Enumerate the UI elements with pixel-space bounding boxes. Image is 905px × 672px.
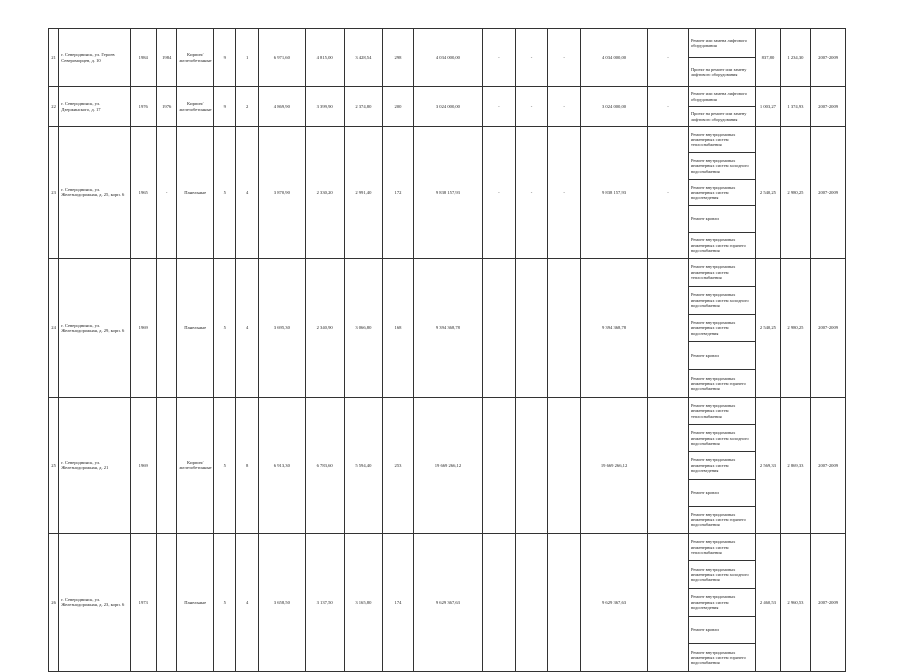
row-number: 23 <box>49 127 59 259</box>
row-number: 25 <box>49 397 59 533</box>
period-cell: 2007-2009 <box>811 397 846 533</box>
period-cell: 2007-2009 <box>811 29 846 87</box>
budget-local: - <box>548 29 581 87</box>
address-cell: г. Северодвинск, ул. Дзержинского, д. 17 <box>59 87 130 127</box>
row-number: 26 <box>49 533 59 671</box>
living-area-private: 2 374,80 <box>344 87 383 127</box>
overhaul-program-table <box>48 28 846 672</box>
residents-count: 253 <box>383 397 414 533</box>
owners-funds: 3 024 000,00 <box>580 87 647 127</box>
wall-material: Кирпич/ железобетонные <box>177 29 214 87</box>
floors-count: 5 <box>214 127 236 259</box>
period-cell: 2007-2009 <box>811 533 846 671</box>
entrances-count: 1 <box>236 29 258 87</box>
entrances-count: 4 <box>236 127 258 259</box>
living-area: 6 783,60 <box>305 397 344 533</box>
entrances-count: 4 <box>236 533 258 671</box>
row-number: 24 <box>49 258 59 397</box>
other-sources <box>648 397 689 533</box>
max-unit-cost: 2 980,25 <box>780 127 811 259</box>
unit-cost: 2 540,25 <box>756 258 780 397</box>
owners-funds: 9 629 367,63 <box>580 533 647 671</box>
year-overhaul <box>157 397 177 533</box>
wall-material: Кирпич/ железобетонные <box>177 87 214 127</box>
work-item: Ремонт внутридомовых инженерных систем теплоснабжения <box>689 127 755 153</box>
total-area: 3 658,50 <box>258 533 305 671</box>
works-list <box>688 258 755 397</box>
table-row <box>49 127 846 259</box>
residents-count: 174 <box>383 533 414 671</box>
work-item: Ремонт внутридомовых инженерных систем водоотведения <box>689 589 755 617</box>
year-built: 1984 <box>130 29 156 87</box>
work-item: Ремонт внутридомовых инженерных систем водоотведения <box>689 180 755 206</box>
living-area: 4 815,00 <box>305 29 344 87</box>
budget-subject <box>515 397 548 533</box>
budget-local <box>548 533 581 671</box>
budget-local: - <box>548 127 581 259</box>
fund-share: - <box>483 127 516 259</box>
max-unit-cost: 2 869,33 <box>780 397 811 533</box>
max-unit-cost: 2 980,25 <box>780 258 811 397</box>
works-list <box>688 533 755 671</box>
cost-total: 9 629 367,63 <box>413 533 482 671</box>
row-number: 21 <box>49 29 59 87</box>
year-overhaul: 1984 <box>157 29 177 87</box>
residents-count: 200 <box>383 87 414 127</box>
work-item: Ремонт внутридомовых инженерных систем холодного водоснабжения <box>689 425 755 452</box>
owners-funds: 19 669 266,12 <box>580 397 647 533</box>
work-item: Ремонт внутридомовых инженерных систем теплоснабжения <box>689 398 755 425</box>
period-cell: 2007-2009 <box>811 87 846 127</box>
works-list <box>688 87 755 127</box>
work-item: Ремонт внутридомовых инженерных систем холодного водоснабжения <box>689 561 755 589</box>
living-area-private: 3 428,54 <box>344 29 383 87</box>
max-unit-cost: 1 234,30 <box>780 29 811 87</box>
owners-funds: 4 034 000,00 <box>580 29 647 87</box>
work-item: Проект на ремонт или замену лифтового оборудования <box>690 111 747 122</box>
work-item: Ремонт или замена лифтового оборудования <box>689 29 755 58</box>
unit-cost: 2 569,33 <box>756 397 780 533</box>
fund-share: - <box>483 29 516 87</box>
works-list <box>688 29 755 87</box>
budget-subject: - <box>515 29 548 87</box>
year-built: 1973 <box>130 533 156 671</box>
entrances-count: 8 <box>236 397 258 533</box>
year-overhaul: 1976 <box>157 87 177 127</box>
total-area: 6 971,60 <box>258 29 305 87</box>
budget-subject <box>515 533 548 671</box>
cost-total: 9 394 368,78 <box>413 258 482 397</box>
fund-share <box>483 258 516 397</box>
work-item: Ремонт внутридомовых инженерных систем горячего водоснабжения <box>690 375 746 392</box>
work-item: Ремонт кровли <box>689 480 755 507</box>
work-item: Ремонт кровли <box>689 206 755 232</box>
other-sources <box>648 533 689 671</box>
living-area: 2 340,90 <box>305 258 344 397</box>
other-sources <box>648 258 689 397</box>
table-row <box>49 533 846 671</box>
wall-material: Панельные <box>177 533 214 671</box>
period-cell: 2007-2009 <box>811 127 846 259</box>
work-item: Ремонт внутридомовых инженерных систем горячего водоснабжения <box>690 511 746 528</box>
floors-count: 5 <box>214 533 236 671</box>
residents-count: 168 <box>383 258 414 397</box>
unit-cost: 2 460,53 <box>756 533 780 671</box>
wall-material: Панельные <box>177 127 214 259</box>
cost-total: 4 034 000,00 <box>413 29 482 87</box>
other-sources: - <box>648 127 689 259</box>
work-item: Ремонт внутридомовых инженерных систем горячего водоснабжения <box>690 649 746 666</box>
budget-local <box>548 397 581 533</box>
work-item: Ремонт внутридомовых инженерных систем теплоснабжения <box>689 259 755 287</box>
table-row <box>49 258 846 397</box>
max-unit-cost: 2 960,53 <box>780 533 811 671</box>
floors-count: 5 <box>214 397 236 533</box>
fund-share <box>483 533 516 671</box>
fund-share: - <box>483 87 516 127</box>
other-sources: - <box>648 29 689 87</box>
unit-cost: 1 003,27 <box>756 87 780 127</box>
cost-total: 19 669 266,12 <box>413 397 482 533</box>
entrances-count: 2 <box>236 87 258 127</box>
works-list <box>688 127 755 259</box>
other-sources: - <box>648 87 689 127</box>
row-number: 22 <box>49 87 59 127</box>
floors-count: 9 <box>214 87 236 127</box>
budget-subject: - <box>515 127 548 259</box>
living-area: 3 137,50 <box>305 533 344 671</box>
works-list <box>688 397 755 533</box>
entrances-count: 4 <box>236 258 258 397</box>
living-area: 2 330,20 <box>305 127 344 259</box>
residents-count: 298 <box>383 29 414 87</box>
floors-count: 5 <box>214 258 236 397</box>
owners-funds: 9 838 157,93 <box>580 127 647 259</box>
wall-material: Кирпич/ железобетонные <box>177 397 214 533</box>
table-row <box>49 29 846 87</box>
work-item: Ремонт внутридомовых инженерных систем теплоснабжения <box>689 534 755 562</box>
budget-subject <box>515 258 548 397</box>
unit-cost: 837,80 <box>756 29 780 87</box>
living-area: 3 399,90 <box>305 87 344 127</box>
living-area-private: 2 991,40 <box>344 127 383 259</box>
year-overhaul <box>157 533 177 671</box>
address-cell: г. Северодвинск, ул. Железнодорожная, д. 25, корп. 6 <box>59 127 130 259</box>
work-item: Ремонт кровли <box>689 342 755 370</box>
table-row <box>49 87 846 127</box>
living-area-private: 3 066,80 <box>344 258 383 397</box>
table-row <box>49 397 846 533</box>
fund-share <box>483 397 516 533</box>
cost-total: 3 024 000,00 <box>413 87 482 127</box>
work-item: Проект на ремонт или замену лифтового оборудования <box>690 66 747 77</box>
year-built: 1976 <box>130 87 156 127</box>
work-item: Ремонт внутридомовых инженерных систем горячего водоснабжения <box>690 237 746 253</box>
floors-count: 9 <box>214 29 236 87</box>
max-unit-cost: 1 374,93 <box>780 87 811 127</box>
wall-material: Панельные <box>177 258 214 397</box>
total-area: 4 869,90 <box>258 87 305 127</box>
budget-local: - <box>548 87 581 127</box>
year-overhaul: - <box>157 127 177 259</box>
total-area: 3 870,90 <box>258 127 305 259</box>
unit-cost: 2 540,25 <box>756 127 780 259</box>
year-built: 1969 <box>130 397 156 533</box>
work-item: Ремонт или замена лифтового оборудования <box>689 87 755 107</box>
address-cell: г. Северодвинск, ул. Железнодорожная, д. 29, корп. 6 <box>59 258 130 397</box>
year-built: 1965 <box>130 127 156 259</box>
address-cell: г. Северодвинск, ул. Железнодорожная, д. 23, корп. 6 <box>59 533 130 671</box>
cost-total: 9 838 157,93 <box>413 127 482 259</box>
residents-count: 172 <box>383 127 414 259</box>
year-built: 1969 <box>130 258 156 397</box>
period-cell: 2007-2009 <box>811 258 846 397</box>
total-area: 6 913,30 <box>258 397 305 533</box>
owners-funds: 9 394 368,78 <box>580 258 647 397</box>
year-overhaul <box>157 258 177 397</box>
work-item: Ремонт внутридомовых инженерных систем холодного водоснабжения <box>689 287 755 315</box>
work-item: Ремонт внутридомовых инженерных систем холодного водоснабжения <box>689 153 755 179</box>
work-item: Ремонт внутридомовых инженерных систем водоотведения <box>689 315 755 343</box>
address-cell: г. Северодвинск, ул. Героев Североморцев, д. 10 <box>59 29 130 87</box>
living-area-private: 3 165,80 <box>344 533 383 671</box>
budget-local <box>548 258 581 397</box>
total-area: 3 695,30 <box>258 258 305 397</box>
living-area-private: 5 594,40 <box>344 397 383 533</box>
budget-subject: - <box>515 87 548 127</box>
address-cell: г. Северодвинск, ул. Железнодорожная, д. 21 <box>59 397 130 533</box>
work-item: Ремонт кровли <box>689 617 755 645</box>
work-item: Ремонт внутридомовых инженерных систем водоотведения <box>689 452 755 479</box>
